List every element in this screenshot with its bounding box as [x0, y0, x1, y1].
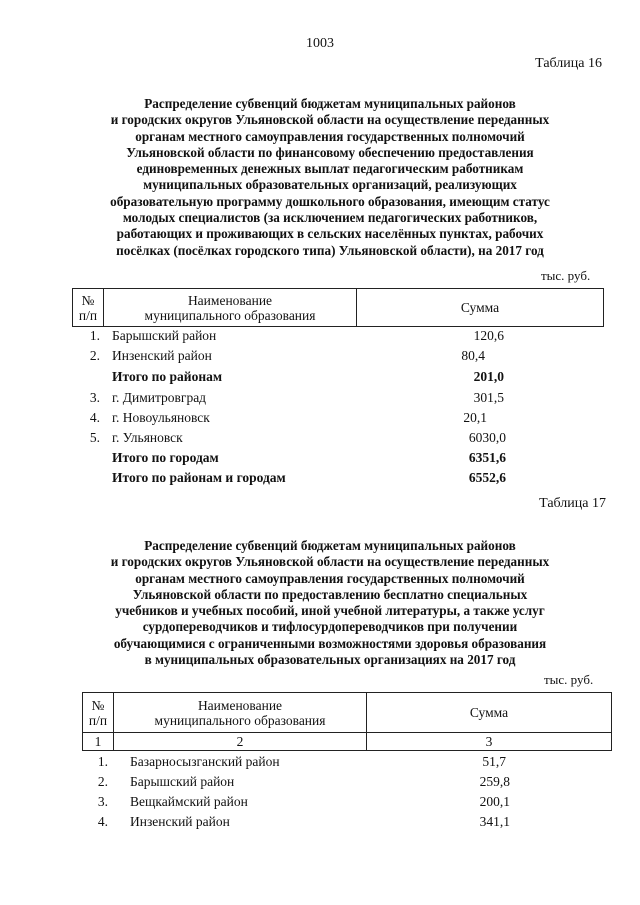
- header-num-line2: п/п: [78, 307, 98, 323]
- header-name-line1: Наименование: [187, 292, 273, 308]
- table-row: [0, 408, 640, 427]
- row-num: 2.: [97, 774, 108, 789]
- title-line: органам местного самоуправления государственных полномочий: [135, 570, 525, 586]
- title-line: учебников и учебных пособий, иной учебной литературы, а также услуг: [115, 603, 545, 619]
- row-name: Итого по районам: [112, 369, 223, 384]
- header-sum: Сумма: [460, 300, 500, 315]
- page-number: 1003: [306, 36, 334, 51]
- title-line: работающих и проживающих в сельских населённых пунктах, рабочих: [116, 226, 544, 242]
- header-name-line1: Наименование: [197, 697, 283, 713]
- header-sum-cell: [367, 693, 612, 733]
- row-sum: 301,5: [473, 390, 504, 405]
- row-name: Инзенский район: [130, 814, 230, 829]
- header-name-cell: [114, 693, 367, 733]
- row-name: Итого по районам и городам: [112, 470, 286, 485]
- table-row-total: [0, 448, 640, 467]
- header-sum-cell: [357, 289, 604, 327]
- row-sum: 80,4: [461, 348, 485, 363]
- row-name: г. Ульяновск: [112, 430, 183, 445]
- table-16-label: Таблица 16: [535, 56, 602, 71]
- row-num: 3.: [89, 390, 100, 405]
- row-num: 3.: [97, 794, 108, 809]
- title-line: сурдопереводчиков и тифлосурдопереводчиков при получении: [142, 619, 518, 635]
- header-name-cell: [104, 289, 357, 327]
- table-16-title: [60, 96, 600, 259]
- row-name: Базарносызганский район: [130, 754, 280, 769]
- table-row: [0, 346, 640, 365]
- title-line: единовременных денежных выплат педагогическим работникам: [136, 161, 524, 177]
- row-name: Барышский район: [112, 328, 217, 343]
- header-num-line2: п/п: [88, 712, 108, 728]
- row-sum: 6552,6: [468, 470, 506, 485]
- column-number-2: 2: [114, 733, 367, 751]
- title-line: Ульяновской области по предоставлению бесплатно специальных: [132, 586, 528, 602]
- row-num: 5.: [89, 430, 100, 445]
- row-sum: 341,1: [479, 814, 510, 829]
- column-number-3: 3: [367, 733, 612, 751]
- table-17-header: [82, 692, 612, 751]
- table-16-header: [72, 288, 604, 327]
- row-num: 1.: [89, 328, 100, 343]
- table-row-total: [0, 367, 640, 386]
- table-row: [0, 812, 640, 831]
- row-sum: 6351,6: [468, 450, 506, 465]
- table-16-unit: тыс. руб.: [541, 268, 591, 283]
- column-number-1: 1: [83, 733, 114, 751]
- header-num-cell: [83, 693, 114, 733]
- header-num-cell: [73, 289, 104, 327]
- row-sum: 20,1: [463, 410, 487, 425]
- table-row: [0, 388, 640, 407]
- table-17-title: [70, 538, 590, 668]
- title-line: образовательную программу дошкольного образования, имеющим статус: [110, 193, 550, 209]
- header-name-line2: муниципального образования: [144, 307, 316, 323]
- row-sum: 51,7: [482, 754, 506, 769]
- title-line: и городских округов Ульяновской области на осуществление переданных: [110, 554, 550, 570]
- table-row: [0, 772, 640, 791]
- title-line: Распределение субвенций бюджетам муниципальных районов: [144, 96, 516, 111]
- row-name: г. Новоульяновск: [112, 410, 210, 425]
- table-17-unit: тыс. руб.: [544, 672, 594, 687]
- row-sum: 120,6: [473, 328, 504, 343]
- row-num: 2.: [89, 348, 100, 363]
- row-sum: 200,1: [479, 794, 510, 809]
- row-num: 4.: [97, 814, 108, 829]
- title-line: обучающимися с ограниченными возможностями здоровья образования: [113, 635, 547, 651]
- title-line: и городских округов Ульяновской области на осуществление переданных: [110, 112, 550, 128]
- row-name: Барышский район: [130, 774, 235, 789]
- title-line: посёлках (посёлках городского типа) Ульяновской области), на 2017 год: [116, 242, 544, 258]
- table-row: [0, 428, 640, 447]
- row-num: 4.: [89, 410, 100, 425]
- title-line: в муниципальных образовательных организациях на 2017 год: [144, 652, 516, 668]
- row-name: г. Димитровград: [112, 390, 207, 405]
- table-row: [0, 752, 640, 771]
- row-sum: 259,8: [479, 774, 510, 789]
- table-row: [0, 792, 640, 811]
- row-name: Вещкаймский район: [130, 794, 248, 809]
- header-name-line2: муниципального образования: [154, 712, 326, 728]
- title-line: молодых специалистов (за исключением педагогических работников,: [122, 210, 538, 226]
- header-sum: Сумма: [469, 705, 509, 720]
- title-line: муниципальных образовательных организаций, реализующих: [143, 177, 517, 193]
- header-num-line1: №: [81, 292, 95, 308]
- row-sum: 6030,0: [468, 430, 506, 445]
- row-sum: 201,0: [473, 369, 504, 384]
- table-17-label: Таблица 17: [539, 496, 606, 511]
- table-row: [0, 326, 640, 345]
- row-name: Инзенский район: [112, 348, 212, 363]
- title-line: Ульяновской области по финансовому обеспечению предоставления: [126, 144, 534, 160]
- title-line: органам местного самоуправления государственных полномочий: [135, 128, 525, 144]
- row-name: Итого по городам: [112, 450, 219, 465]
- table-row-total: [0, 468, 640, 487]
- title-line: Распределение субвенций бюджетам муниципальных районов: [144, 538, 516, 553]
- header-num-line1: №: [91, 697, 105, 713]
- row-num: 1.: [97, 754, 108, 769]
